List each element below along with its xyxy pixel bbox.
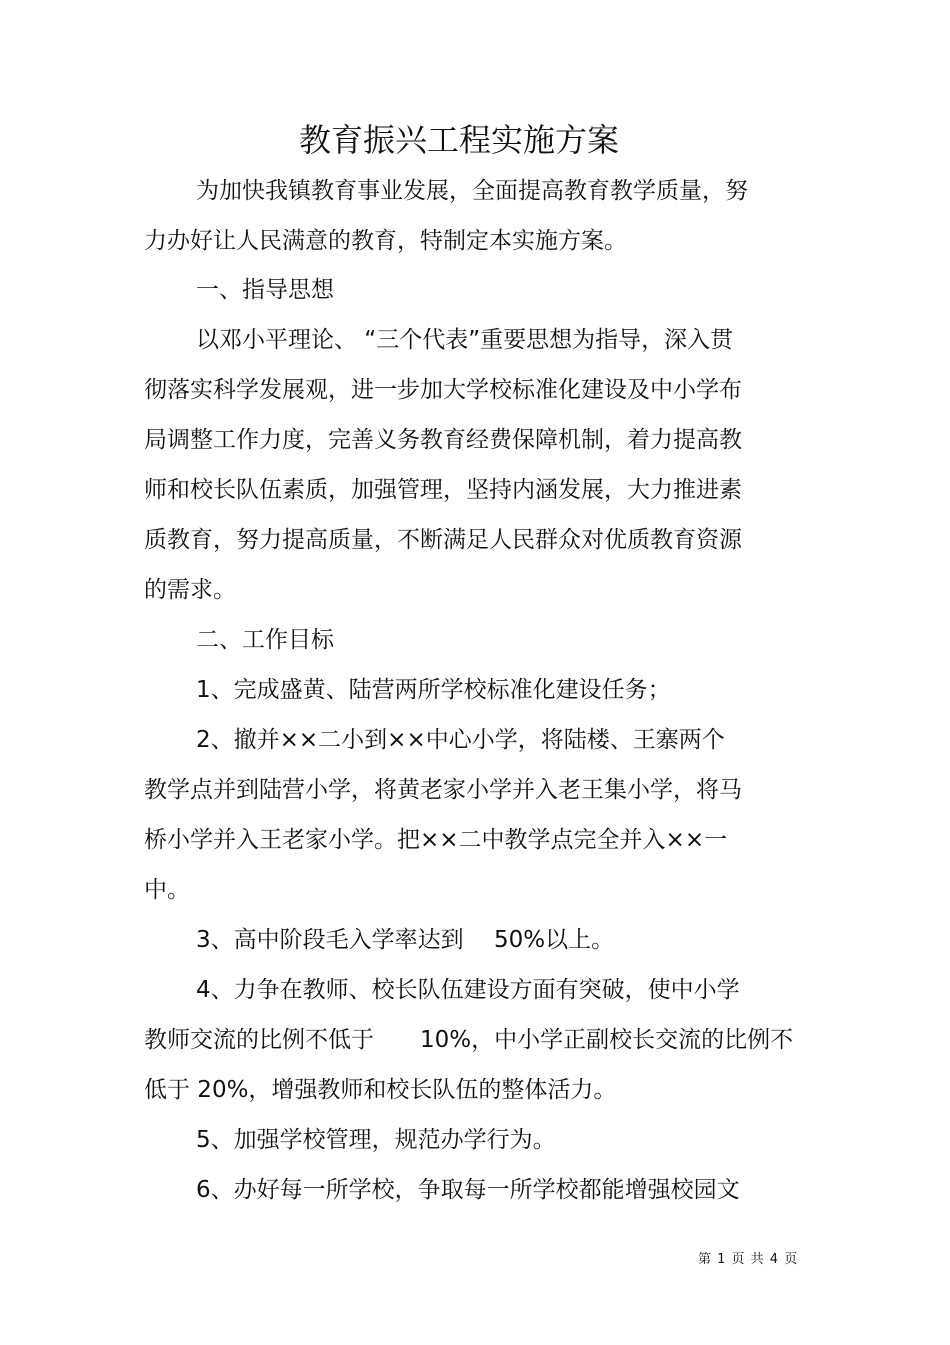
text-line: 教师交流的比例不低于 10%，中小学正副校长交流的比例不	[144, 1027, 794, 1053]
document-title: 教育振兴工程实施方案	[298, 121, 619, 159]
text-line: 3、高中阶段毛入学率达到 50%以上。	[196, 927, 615, 953]
section-heading: 二、工作目标	[196, 627, 334, 653]
text-line: 桥小学并入王老家小学。把××二中教学点完全并入××一	[144, 827, 728, 853]
text-line: 低于 20%，增强教师和校长队伍的整体活力。	[144, 1077, 617, 1103]
text-line: 为加快我镇教育事业发展，全面提高教育教学质量，努	[196, 178, 748, 204]
text-line: 师和校长队伍素质，加强管理，坚持内涵发展，大力推进素	[144, 477, 742, 503]
text-line: 6、办好每一所学校，争取每一所学校都能增强校园文	[196, 1177, 740, 1203]
text-line: 力办好让人民满意的教育，特制定本实施方案。	[144, 228, 627, 254]
text-line: 中。	[144, 877, 190, 903]
text-line: 5、加强学校管理，规范办学行为。	[196, 1127, 556, 1153]
text-line: 的需求。	[144, 577, 236, 603]
text-line: 4、力争在教师、校长队伍建设方面有突破，使中小学	[196, 977, 740, 1003]
text-line: 1、完成盛黄、陆营两所学校标准化建设任务；	[196, 677, 671, 703]
text-line: 2、撤并××二小到××中心小学，将陆楼、王寨两个	[196, 727, 725, 753]
text-line: 彻落实科学发展观，进一步加大学校标准化建设及中小学布	[144, 377, 742, 403]
section-heading: 一、指导思想	[196, 277, 334, 303]
text-line: 以邓小平理论、 “三个代表”重要思想为指导，深入贯	[196, 327, 734, 353]
page-number: 第 1 页 共 4 页	[698, 1252, 799, 1267]
text-line: 质教育，努力提高质量，不断满足人民群众对优质教育资源	[144, 527, 742, 553]
text-line: 局调整工作力度，完善义务教育经费保障机制，着力提高教	[144, 427, 742, 453]
text-line: 教学点并到陆营小学，将黄老家小学并入老王集小学，将马	[144, 777, 742, 803]
